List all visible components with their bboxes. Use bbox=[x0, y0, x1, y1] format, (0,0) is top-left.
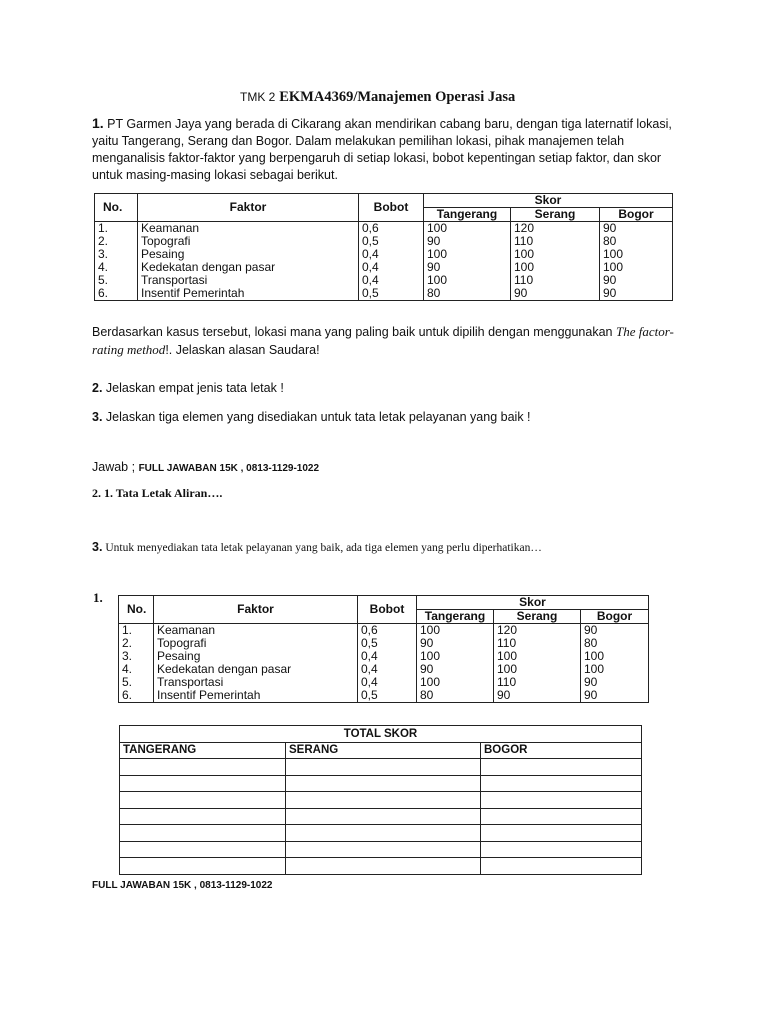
header-bobot: Bobot bbox=[358, 596, 417, 624]
cell-bogor: 100 bbox=[581, 663, 649, 676]
cell-bobot: 0,4 bbox=[359, 274, 424, 287]
cell-faktor: Kedekatan dengan pasar bbox=[154, 663, 358, 676]
document-title bbox=[240, 88, 515, 106]
table-row bbox=[95, 248, 673, 261]
cell-serang: 110 bbox=[511, 274, 600, 287]
table-row bbox=[119, 624, 649, 638]
cell-bobot: 0,4 bbox=[358, 650, 417, 663]
table-row bbox=[119, 689, 649, 703]
cell-no: 4. bbox=[95, 261, 138, 274]
cell-no: 1. bbox=[119, 624, 154, 638]
cell-no: 1. bbox=[95, 222, 138, 236]
cell-bogor: 90 bbox=[581, 676, 649, 689]
cell-no: 6. bbox=[119, 689, 154, 703]
cell-bobot: 0,5 bbox=[358, 689, 417, 703]
header-serang: Serang bbox=[494, 610, 581, 624]
cell-bobot: 0,6 bbox=[358, 624, 417, 638]
answer-score-table-body bbox=[119, 624, 649, 703]
cell-bogor: 100 bbox=[600, 248, 673, 261]
cell-no: 4. bbox=[119, 663, 154, 676]
table-row bbox=[95, 287, 673, 301]
total-score-table bbox=[119, 725, 642, 875]
cell-bogor: 80 bbox=[600, 235, 673, 248]
cell-tangerang: 100 bbox=[417, 676, 494, 689]
header-bogor: Bogor bbox=[600, 208, 673, 222]
empty-row bbox=[120, 775, 642, 792]
answer-label bbox=[92, 460, 319, 474]
cell-serang: 90 bbox=[511, 287, 600, 301]
total-col-bogor: BOGOR bbox=[481, 742, 642, 759]
question-1 bbox=[92, 115, 682, 184]
cell-tangerang: 100 bbox=[424, 222, 511, 236]
cell-serang: 100 bbox=[494, 650, 581, 663]
cell-serang: 100 bbox=[511, 261, 600, 274]
cell-no: 5. bbox=[119, 676, 154, 689]
cell-tangerang: 90 bbox=[417, 637, 494, 650]
header-faktor: Faktor bbox=[138, 194, 359, 222]
cell-bobot: 0,5 bbox=[359, 287, 424, 301]
answer-3-text: Untuk menyediakan tata letak pelayanan yang baik, ada tiga elemen yang perlu diperhatikan… bbox=[105, 542, 542, 554]
footer-note: FULL JAWABAN 15K , 0813-1129-1022 bbox=[92, 880, 273, 891]
header-no: No. bbox=[119, 596, 154, 624]
cell-serang: 90 bbox=[494, 689, 581, 703]
total-col-tangerang: TANGERANG bbox=[120, 742, 286, 759]
analysis-text: Berdasarkan kasus tersebut, lokasi mana yang paling baik untuk dipilih dengan menggunakan bbox=[92, 325, 613, 339]
cell-bogor: 90 bbox=[600, 287, 673, 301]
table-row bbox=[95, 222, 673, 236]
header-bobot: Bobot bbox=[359, 194, 424, 222]
header-no: No. bbox=[95, 194, 138, 222]
header-tangerang: Tangerang bbox=[417, 610, 494, 624]
empty-row bbox=[120, 808, 642, 825]
cell-faktor: Insentif Pemerintah bbox=[138, 287, 359, 301]
cell-faktor: Insentif Pemerintah bbox=[154, 689, 358, 703]
cell-bogor: 90 bbox=[581, 624, 649, 638]
cell-bogor: 80 bbox=[581, 637, 649, 650]
answer-1-number: 1. bbox=[93, 590, 103, 605]
cell-serang: 120 bbox=[511, 222, 600, 236]
answer-3 bbox=[92, 540, 542, 554]
analysis-suffix: !. Jelaskan alasan Saudara! bbox=[165, 343, 320, 357]
empty-row bbox=[120, 759, 642, 776]
question-3-text: Jelaskan tiga elemen yang disediakan untuk tata letak pelayanan yang baik ! bbox=[105, 410, 531, 424]
cell-bobot: 0,4 bbox=[358, 663, 417, 676]
table-row bbox=[95, 261, 673, 274]
header-skor: Skor bbox=[417, 596, 649, 610]
cell-serang: 110 bbox=[494, 676, 581, 689]
cell-bogor: 90 bbox=[600, 274, 673, 287]
header-bogor: Bogor bbox=[581, 610, 649, 624]
jawab-label: Jawab ; bbox=[92, 460, 136, 474]
cell-bogor: 100 bbox=[600, 261, 673, 274]
cell-tangerang: 100 bbox=[424, 274, 511, 287]
full-answer-note: FULL JAWABAN 15K , 0813-1129-1022 bbox=[138, 463, 320, 474]
score-table-body bbox=[95, 222, 673, 301]
cell-serang: 110 bbox=[511, 235, 600, 248]
table-row bbox=[119, 663, 649, 676]
cell-faktor: Kedekatan dengan pasar bbox=[138, 261, 359, 274]
cell-serang: 120 bbox=[494, 624, 581, 638]
cell-serang: 110 bbox=[494, 637, 581, 650]
cell-tangerang: 100 bbox=[417, 650, 494, 663]
question-2-number: 2. bbox=[92, 381, 103, 395]
cell-bobot: 0,4 bbox=[358, 676, 417, 689]
cell-bobot: 0,5 bbox=[359, 235, 424, 248]
score-table bbox=[94, 193, 673, 301]
cell-faktor: Transportasi bbox=[138, 274, 359, 287]
cell-tangerang: 80 bbox=[417, 689, 494, 703]
cell-faktor: Topografi bbox=[138, 235, 359, 248]
cell-no: 5. bbox=[95, 274, 138, 287]
cell-bobot: 0,4 bbox=[359, 248, 424, 261]
cell-bobot: 0,6 bbox=[359, 222, 424, 236]
cell-no: 2. bbox=[119, 637, 154, 650]
header-serang: Serang bbox=[511, 208, 600, 222]
empty-row bbox=[120, 858, 642, 875]
cell-tangerang: 100 bbox=[417, 624, 494, 638]
cell-tangerang: 100 bbox=[424, 248, 511, 261]
header-skor: Skor bbox=[424, 194, 673, 208]
cell-faktor: Keamanan bbox=[138, 222, 359, 236]
cell-no: 2. bbox=[95, 235, 138, 248]
cell-bobot: 0,5 bbox=[358, 637, 417, 650]
table-row bbox=[95, 235, 673, 248]
cell-tangerang: 90 bbox=[424, 235, 511, 248]
header-faktor: Faktor bbox=[154, 596, 358, 624]
cell-bogor: 100 bbox=[581, 650, 649, 663]
cell-no: 6. bbox=[95, 287, 138, 301]
cell-faktor: Pesaing bbox=[154, 650, 358, 663]
question-2-text: Jelaskan empat jenis tata letak ! bbox=[105, 381, 284, 395]
cell-faktor: Keamanan bbox=[154, 624, 358, 638]
cell-faktor: Transportasi bbox=[154, 676, 358, 689]
empty-row bbox=[120, 825, 642, 842]
table-row bbox=[119, 650, 649, 663]
cell-serang: 100 bbox=[511, 248, 600, 261]
answer-score-table bbox=[118, 595, 649, 703]
empty-row bbox=[120, 792, 642, 809]
cell-bobot: 0,4 bbox=[359, 261, 424, 274]
empty-row bbox=[120, 841, 642, 858]
method-name: The factor-rating method bbox=[92, 324, 674, 357]
cell-serang: 100 bbox=[494, 663, 581, 676]
question-2 bbox=[92, 380, 284, 397]
cell-bogor: 90 bbox=[600, 222, 673, 236]
total-score-title: TOTAL SKOR bbox=[120, 726, 642, 743]
total-col-serang: SERANG bbox=[286, 742, 481, 759]
cell-tangerang: 80 bbox=[424, 287, 511, 301]
header-tangerang: Tangerang bbox=[424, 208, 511, 222]
cell-tangerang: 90 bbox=[424, 261, 511, 274]
table-row bbox=[119, 676, 649, 689]
cell-tangerang: 90 bbox=[417, 663, 494, 676]
answer-3-number: 3. bbox=[92, 540, 103, 554]
analysis-question bbox=[92, 323, 682, 359]
question-1-text: PT Garmen Jaya yang berada di Cikarang akan mendirikan cabang baru, dengan tiga laternatif lokasi, yaitu Tangerang, Serang dan Bogor. Dalam melakukan pemilihan lokasi, pihak manajemen telah menganalisis faktor-faktor yang berpengaruh di setiap lokasi, bobot kepentingan setiap faktor, dan skor untuk masing-masing lokasi sebagai berikut. bbox=[92, 117, 672, 182]
cell-faktor: Topografi bbox=[154, 637, 358, 650]
table-row bbox=[95, 274, 673, 287]
answer-2: 2. 1. Tata Letak Aliran…. bbox=[92, 486, 223, 500]
cell-no: 3. bbox=[95, 248, 138, 261]
table-row bbox=[119, 637, 649, 650]
cell-no: 3. bbox=[119, 650, 154, 663]
title-prefix: TMK 2 bbox=[240, 90, 276, 104]
cell-bogor: 90 bbox=[581, 689, 649, 703]
course-title: EKMA4369/Manajemen Operasi Jasa bbox=[279, 89, 516, 105]
question-3-number: 3. bbox=[92, 410, 103, 424]
question-1-number: 1. bbox=[92, 115, 104, 131]
cell-faktor: Pesaing bbox=[138, 248, 359, 261]
question-3 bbox=[92, 409, 531, 426]
